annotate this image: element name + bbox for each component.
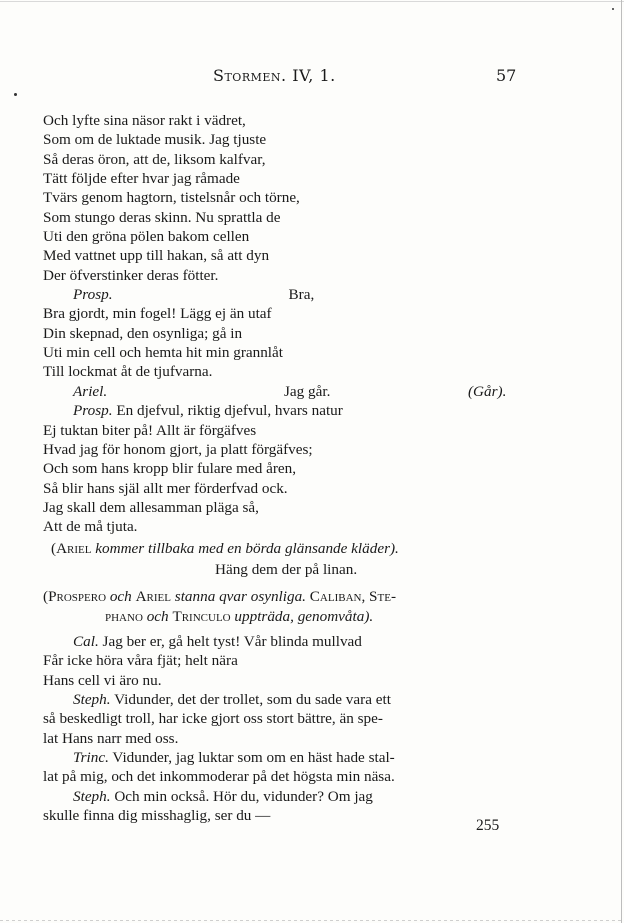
verse-fragment: Bra, xyxy=(288,286,315,304)
page-edge-bottom xyxy=(0,920,624,921)
character-name: phano xyxy=(105,607,143,625)
speech-prospero-2 xyxy=(43,401,533,420)
print-speck xyxy=(14,93,17,96)
speaker-name: Ariel. xyxy=(73,382,108,400)
running-title: Stormen. IV, 1. xyxy=(213,66,336,85)
stage-direction-ariel xyxy=(43,539,533,558)
verse-line: Uti min cell och hemta hit min grannlåt xyxy=(43,344,283,362)
verse-line: Att de må tjuta. xyxy=(43,518,138,536)
speaker-name: Cal. xyxy=(73,632,99,650)
verse-line: Och lyfte sina näsor rakt i vädret, xyxy=(43,112,246,129)
verse-line: Tätt följde efter hvar jag råmade xyxy=(43,170,240,188)
verse-line: Der öfverstinker deras fötter. xyxy=(43,266,219,284)
verse-line: Som om de luktade musik. Jag tjuste xyxy=(43,131,267,149)
speaker-name: Prosp. xyxy=(73,402,113,420)
signature-mark: 255 xyxy=(476,817,500,834)
stage-direction-text: kommer tillbaka med en börda glänsande kläder). xyxy=(91,539,399,557)
prose-line: lat på mig, och det inkommoderar på det högsta min näsa. xyxy=(43,768,395,786)
verse-line: Häng dem der på linan. xyxy=(215,560,358,578)
character-name: Ariel xyxy=(135,588,171,606)
verse-line: Som stungo deras skinn. Nu sprattla de xyxy=(43,208,281,226)
verse-line: Ej tuktan biter på! Allt är förgäfves xyxy=(43,421,257,439)
stage-direction-text: uppträda, genomvåta). xyxy=(230,607,374,625)
stage-direction: (Går). xyxy=(468,382,507,400)
speech-stephano-2 xyxy=(43,787,533,806)
speech-ariel xyxy=(43,382,533,401)
verse-line: Och som hans kropp blir fulare med åren, xyxy=(43,460,297,478)
speaker-name: Trinc. xyxy=(73,749,109,766)
verse-line: Till lockmat åt de tjufvarna. xyxy=(43,363,213,381)
speech-prospero-1 xyxy=(43,285,533,304)
speech-trinculo xyxy=(43,748,533,767)
speaker-name: Steph. xyxy=(73,787,111,805)
verse-line: Hvad jag för honom gjort, ja platt förgäfves; xyxy=(43,440,313,458)
page-header xyxy=(0,66,624,88)
speech-text: Jag går. xyxy=(284,382,331,400)
page-number: 57 xyxy=(496,66,517,85)
print-speck xyxy=(612,8,614,10)
speaker-name: Steph. xyxy=(73,690,111,708)
prose-line: skulle finna dig misshaglig, ser du — xyxy=(43,807,271,825)
stage-direction-entrance-cont xyxy=(43,607,533,626)
connective: och xyxy=(142,607,173,625)
speech-text: En djefvul, riktig djefvul, hvars natur xyxy=(116,402,343,420)
prose-line: så beskedligt troll, har icke gjort oss stort bättre, än spe- xyxy=(43,710,383,728)
character-name: Ariel xyxy=(56,539,92,557)
verse-line: Så deras öron, att de, liksom kalfvar, xyxy=(43,150,266,168)
speaker-name: Prosp. xyxy=(73,286,113,304)
page-edge-right xyxy=(621,0,622,923)
prose-line: lat Hans narr med oss. xyxy=(43,729,179,747)
page-edge-top xyxy=(0,1,624,2)
speech-text: Och min också. Hör du, vidunder? Om jag xyxy=(114,787,373,805)
speech-text: Vidunder, jag luktar som om en häst hade stal- xyxy=(112,749,395,766)
verse-line: Bra gjordt, min fogel! Lägg ej än utaf xyxy=(43,305,272,323)
play-text xyxy=(43,111,533,825)
paren: ( xyxy=(51,539,57,557)
verse-line: Jag skall dem allesamman pläga så, xyxy=(43,498,259,516)
verse-line: Så blir hans själ allt mer förderfvad ock. xyxy=(43,479,288,497)
character-name: Trinculo xyxy=(172,607,231,625)
speech-text: Vidunder, det der trollet, som du sade vara ett xyxy=(114,690,391,708)
verse-line: Hans cell vi äro nu. xyxy=(43,671,162,689)
speech-text: Jag ber er, gå helt tyst! Vår blinda mullvad xyxy=(102,632,362,650)
speech-caliban xyxy=(43,632,533,651)
paren: ( xyxy=(43,588,49,606)
speech-stephano-1 xyxy=(43,690,533,709)
verse-line: Med vattnet upp till hakan, så att dyn xyxy=(43,247,270,265)
stage-direction-entrance xyxy=(43,587,533,606)
character-name: Prospero xyxy=(48,588,107,606)
verse-line: Din skepnad, den osynliga; gå in xyxy=(43,324,243,342)
character-name: Caliban, Ste- xyxy=(305,588,396,606)
verse-line: Uti den gröna pölen bakom cellen xyxy=(43,228,250,246)
verse-line: Får icke höra våra fjät; helt nära xyxy=(43,652,238,670)
connective: och xyxy=(106,588,136,606)
verse-line: Tvärs genom hagtorn, tistelsnår och törne, xyxy=(43,189,300,207)
stage-direction-text: stanna qvar osynliga. xyxy=(170,588,306,606)
